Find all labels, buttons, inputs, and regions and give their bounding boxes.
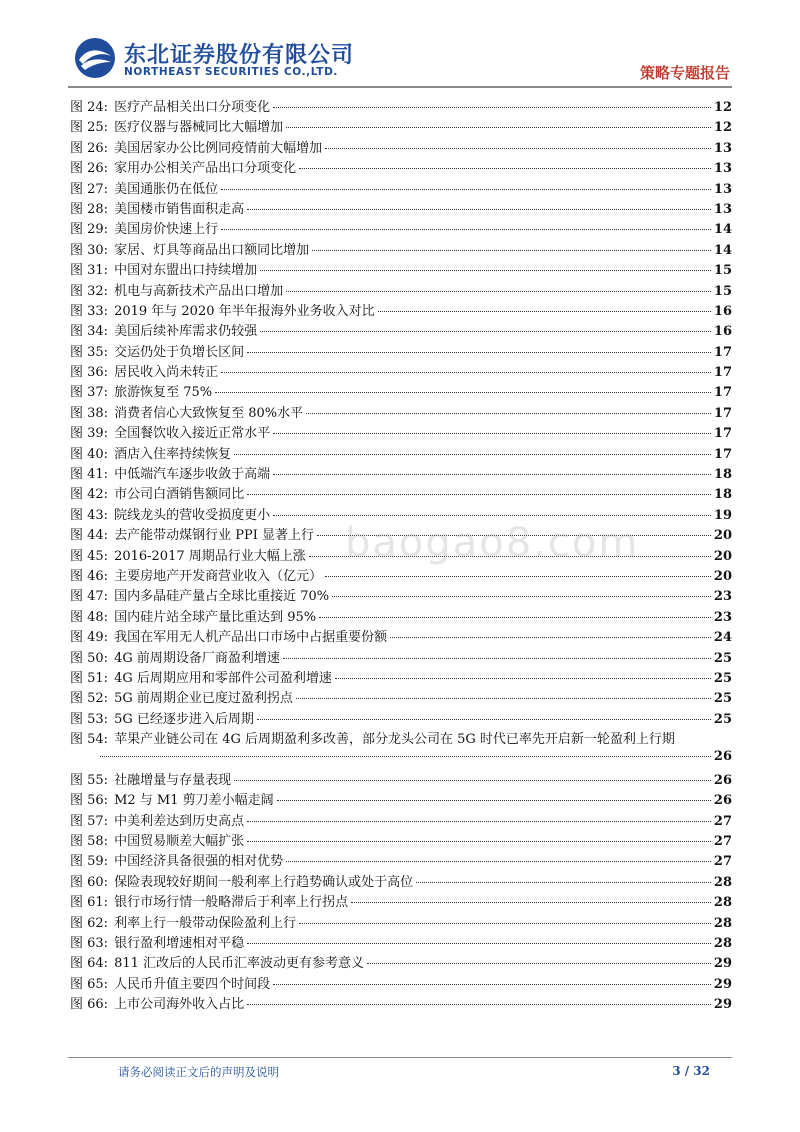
toc-figure-number: 图 53: bbox=[70, 711, 109, 727]
toc-entry[interactable] bbox=[70, 483, 732, 503]
toc-leader-dots bbox=[286, 127, 711, 128]
toc-figure-number: 图 48: bbox=[70, 609, 109, 625]
toc-page-number: 25 bbox=[713, 711, 732, 727]
toc-leader-dots bbox=[260, 270, 711, 271]
toc-figure-title: 我国在军用无人机产品出口市场中占据重要份额 bbox=[114, 630, 388, 646]
toc-page-number: 27 bbox=[713, 813, 732, 829]
toc-leader-dots bbox=[319, 617, 711, 618]
toc-figure-title: 全国餐饮收入接近正常水平 bbox=[114, 426, 271, 442]
toc-entry[interactable] bbox=[70, 361, 732, 381]
toc-leader-dots bbox=[221, 229, 711, 230]
toc-figure-number: 图 36: bbox=[70, 365, 109, 381]
toc-figure-title: 苹果产业链公司在 4G 后周期盈利多改善，部分龙头公司在 5G 时代已率先开启新一轮盈利上行期 bbox=[114, 732, 675, 748]
toc-page-number: 20 bbox=[713, 528, 732, 544]
toc-figure-number: 图 58: bbox=[70, 834, 109, 850]
toc-figure-title: 医疗仪器与器械同比大幅增加 bbox=[114, 120, 284, 136]
toc-figure-title: 4G 后周期应用和零部件公司盈利增速 bbox=[114, 670, 332, 686]
toc-entry[interactable] bbox=[70, 280, 732, 300]
toc-figure-title: 2016-2017 周期品行业大幅上涨 bbox=[114, 548, 306, 564]
toc-entry[interactable] bbox=[70, 565, 732, 585]
watermark: baogao8.com bbox=[345, 520, 640, 566]
toc-figure-number: 图 60: bbox=[70, 874, 109, 890]
toc-page-number: 17 bbox=[713, 385, 732, 401]
toc-page-number: 17 bbox=[713, 446, 732, 462]
toc-entry[interactable] bbox=[70, 585, 732, 605]
toc-leader-dots bbox=[273, 474, 711, 475]
toc-entry[interactable] bbox=[70, 157, 732, 177]
toc-entry[interactable] bbox=[70, 116, 732, 136]
toc-leader-dots bbox=[273, 107, 711, 108]
toc-leader-dots bbox=[247, 943, 711, 944]
toc-figure-number: 图 57: bbox=[70, 813, 109, 829]
toc-figure-title: 利率上行一般带动保险盈利上行 bbox=[114, 915, 297, 931]
toc-figure-title: 院线龙头的营收受损度更小 bbox=[114, 507, 271, 523]
toc-figure-title: 国内多晶硅产量占全球比重接近 70% bbox=[114, 589, 330, 605]
toc-figure-title: 旅游恢复至 75% bbox=[114, 385, 213, 401]
company-logo-icon bbox=[73, 36, 117, 80]
toc-figure-number: 图 42: bbox=[70, 487, 109, 503]
toc-page-number: 25 bbox=[713, 691, 732, 707]
toc-leader-dots bbox=[247, 494, 711, 495]
toc-page-number: 28 bbox=[713, 874, 732, 890]
toc-figure-number: 图 45: bbox=[70, 548, 109, 564]
toc-entry[interactable] bbox=[70, 178, 732, 198]
toc-figure-title: 2019 年与 2020 年半年报海外业务收入对比 bbox=[114, 303, 375, 319]
toc-entry[interactable] bbox=[70, 850, 732, 870]
toc-entry[interactable] bbox=[70, 137, 732, 157]
toc-leader-dots bbox=[234, 780, 711, 781]
toc-leader-dots bbox=[299, 923, 711, 924]
toc-figure-title: M2 与 M1 剪刀差小幅走阔 bbox=[114, 793, 274, 809]
toc-entry[interactable] bbox=[70, 728, 732, 748]
toc-page-number: 25 bbox=[713, 650, 732, 666]
toc-figure-title: 美国后续补库需求仍较强 bbox=[114, 324, 258, 340]
toc-page-number: 29 bbox=[713, 976, 732, 992]
toc-figure-number: 图 63: bbox=[70, 936, 109, 952]
toc-figure-title: 中低端汽车逐步收敛于高端 bbox=[114, 467, 271, 483]
toc-figure-number: 图 54: bbox=[70, 732, 109, 748]
company-name-cn: 东北证券股份有限公司 bbox=[124, 43, 355, 68]
toc-leader-dots bbox=[416, 882, 711, 883]
toc-page-number: 23 bbox=[713, 589, 732, 605]
toc-leader-dots bbox=[332, 596, 711, 597]
toc-page-number: 17 bbox=[713, 426, 732, 442]
toc-figure-title: 市公司白酒销售额同比 bbox=[114, 487, 245, 503]
toc-figure-title: 银行盈利增速相对平稳 bbox=[114, 936, 245, 952]
toc-figure-number: 图 56: bbox=[70, 793, 109, 809]
toc-entry[interactable] bbox=[70, 952, 732, 972]
toc-figure-title: 上市公司海外收入占比 bbox=[114, 997, 245, 1013]
toc-figure-number: 图 49: bbox=[70, 630, 109, 646]
toc-figure-title: 美国通胀仍在低位 bbox=[114, 181, 219, 197]
toc-figure-title: 中国经济具备很强的相对优势 bbox=[114, 854, 284, 870]
toc-leader-dots bbox=[306, 413, 711, 414]
toc-leader-dots bbox=[247, 209, 711, 210]
toc-entry[interactable] bbox=[70, 443, 732, 463]
toc-page-number: 18 bbox=[713, 467, 732, 483]
toc-page-number: 12 bbox=[713, 100, 732, 115]
toc-figure-number: 图 37: bbox=[70, 385, 109, 401]
toc-page-number: 29 bbox=[713, 956, 732, 972]
toc-page-number: 23 bbox=[713, 609, 732, 625]
toc-page-number: 19 bbox=[713, 507, 732, 523]
toc-figure-title: 居民收入尚未转正 bbox=[114, 365, 219, 381]
toc-entry[interactable] bbox=[70, 647, 732, 667]
toc-entry[interactable] bbox=[70, 993, 732, 1013]
toc-figure-title: 消费者信心大致恢复至 80%水平 bbox=[114, 405, 304, 421]
toc-page-number: 17 bbox=[713, 344, 732, 360]
header-divider bbox=[68, 86, 732, 88]
toc-leader-dots bbox=[247, 1004, 711, 1005]
toc-figure-number: 图 33: bbox=[70, 303, 109, 319]
toc-entry[interactable] bbox=[70, 912, 732, 932]
toc-figure-title: 中国贸易顺差大幅扩张 bbox=[114, 834, 245, 850]
toc-figure-number: 图 39: bbox=[70, 426, 109, 442]
toc-page-number: 25 bbox=[713, 670, 732, 686]
toc-figure-title: 国内硅片站全球产量比重达到 95% bbox=[114, 609, 317, 625]
toc-page-number: 28 bbox=[713, 895, 732, 911]
toc-entry[interactable] bbox=[70, 932, 732, 952]
toc-figure-title: 美国居家办公比例同疫情前大幅增加 bbox=[114, 140, 323, 156]
toc-page-number: 13 bbox=[713, 161, 732, 177]
toc-entry[interactable] bbox=[70, 381, 732, 401]
toc-figure-title: 中国对东盟出口持续增加 bbox=[114, 263, 258, 279]
toc-page-number: 24 bbox=[713, 630, 732, 646]
toc-figure-title: 保险表现较好期间一般利率上行趋势确认或处于高位 bbox=[114, 874, 414, 890]
toc-leader-dots bbox=[247, 841, 711, 842]
toc-figure-number: 图 47: bbox=[70, 589, 109, 605]
toc-page-number: 28 bbox=[713, 915, 732, 931]
toc-leader-dots bbox=[351, 902, 711, 903]
toc-figure-number: 图 40: bbox=[70, 446, 109, 462]
toc-entry[interactable] bbox=[70, 830, 732, 850]
toc-page-number: 14 bbox=[713, 222, 732, 238]
toc-figure-title: 医疗产品相关出口分项变化 bbox=[114, 100, 271, 115]
toc-figure-number: 图 31: bbox=[70, 263, 109, 279]
page-header bbox=[0, 0, 800, 90]
toc-page-number: 28 bbox=[713, 936, 732, 952]
toc-figure-number: 图 59: bbox=[70, 854, 109, 870]
footer-divider bbox=[68, 1057, 732, 1058]
toc-figure-number: 图 26: bbox=[70, 161, 109, 177]
toc-entry[interactable] bbox=[70, 606, 732, 626]
toc-figure-number: 图 51: bbox=[70, 670, 109, 686]
toc-figure-number: 图 61: bbox=[70, 895, 109, 911]
toc-leader-dots bbox=[260, 331, 711, 332]
toc-figure-number: 图 66: bbox=[70, 997, 109, 1013]
toc-page-number: 26 bbox=[713, 748, 732, 764]
toc-entry[interactable] bbox=[70, 239, 732, 259]
disclaimer-note: 请务必阅读正文后的声明及说明 bbox=[118, 1065, 279, 1079]
toc-entry[interactable] bbox=[70, 300, 732, 320]
toc-figure-title: 机电与高新技术产品出口增加 bbox=[114, 283, 284, 299]
toc-entry[interactable] bbox=[70, 871, 732, 891]
toc-leader-dots bbox=[283, 658, 711, 659]
toc-figure-title: 811 汇改后的人民币汇率波动更有参考意义 bbox=[114, 956, 365, 972]
company-name-en: NORTHEAST SECURITIES CO.,LTD. bbox=[124, 66, 338, 78]
toc-entry[interactable] bbox=[70, 259, 732, 279]
toc-page-number: 13 bbox=[713, 181, 732, 197]
toc-page-number: 27 bbox=[713, 854, 732, 870]
toc-figure-title: 银行市场行情一般略滞后于利率上行拐点 bbox=[114, 895, 349, 911]
toc-entry[interactable] bbox=[70, 402, 732, 422]
toc-entry[interactable] bbox=[70, 973, 732, 993]
toc-leader-dots bbox=[221, 189, 711, 190]
toc-leader-dots bbox=[215, 392, 711, 393]
toc-page-number: 20 bbox=[713, 548, 732, 564]
toc-leader-dots bbox=[247, 821, 711, 822]
toc-figure-title: 家居、灯具等商品出口额同比增加 bbox=[114, 242, 310, 258]
toc-entry[interactable] bbox=[70, 422, 732, 442]
toc-page-number: 13 bbox=[713, 201, 732, 217]
toc-leader-dots bbox=[234, 454, 711, 455]
toc-figure-title: 美国房价快速上行 bbox=[114, 222, 219, 238]
toc-page-number: 15 bbox=[713, 263, 732, 279]
toc-leader-dots bbox=[325, 148, 711, 149]
toc-figure-number: 图 35: bbox=[70, 344, 109, 360]
toc-entry[interactable] bbox=[70, 769, 732, 789]
toc-leader-dots bbox=[367, 963, 711, 964]
toc-entry[interactable] bbox=[70, 810, 732, 830]
toc-page-number: 12 bbox=[713, 120, 732, 136]
toc-page-number: 16 bbox=[713, 303, 732, 319]
toc-leader-dots bbox=[273, 433, 711, 434]
toc-figure-title: 4G 前周期设备厂商盈利增速 bbox=[114, 650, 280, 666]
toc-page-number: 16 bbox=[713, 324, 732, 340]
toc-figure-number: 图 24: bbox=[70, 100, 109, 115]
toc-figure-number: 图 52: bbox=[70, 691, 109, 707]
toc-entry[interactable] bbox=[70, 320, 732, 340]
toc-figure-title: 5G 前周期企业已度过盈利拐点 bbox=[114, 691, 293, 707]
toc-entry[interactable] bbox=[70, 708, 732, 728]
toc-figure-title: 5G 已经逐步进入后周期 bbox=[114, 711, 254, 727]
toc-figure-number: 图 29: bbox=[70, 222, 109, 238]
toc-entry-continuation bbox=[70, 749, 732, 769]
toc-entry[interactable] bbox=[70, 463, 732, 483]
toc-figure-number: 图 34: bbox=[70, 324, 109, 340]
toc-figure-title: 家用办公相关产品出口分项变化 bbox=[114, 161, 297, 177]
toc-leader-dots bbox=[312, 250, 711, 251]
toc-figure-number: 图 44: bbox=[70, 528, 109, 544]
toc-figure-number: 图 50: bbox=[70, 650, 109, 666]
toc-figure-number: 图 27: bbox=[70, 181, 109, 197]
toc-entry[interactable] bbox=[70, 198, 732, 218]
toc-page-number: 20 bbox=[713, 568, 732, 584]
toc-figure-number: 图 30: bbox=[70, 242, 109, 258]
toc-page-number: 26 bbox=[713, 793, 732, 809]
toc-leader-dots bbox=[286, 861, 711, 862]
toc-figure-number: 图 55: bbox=[70, 772, 109, 788]
toc-leader-dots bbox=[247, 352, 711, 353]
toc-figure-title: 去产能带动煤钢行业 PPI 显著上行 bbox=[114, 528, 314, 544]
toc-page-number: 17 bbox=[713, 405, 732, 421]
toc-figure-title: 酒店入住率持续恢复 bbox=[114, 446, 232, 462]
toc-figure-number: 图 28: bbox=[70, 201, 109, 217]
page-number: 3 / 32 bbox=[672, 1064, 710, 1078]
toc-figure-title: 主要房地产开发商营业收入（亿元） bbox=[114, 568, 323, 584]
toc-leader-dots bbox=[257, 719, 711, 720]
toc-leader-dots bbox=[277, 800, 711, 801]
toc-figure-title: 美国楼市销售面积走高 bbox=[114, 201, 245, 217]
toc-entry[interactable] bbox=[70, 789, 732, 809]
toc-figure-title: 社融增量与存量表现 bbox=[114, 772, 232, 788]
toc-entry[interactable] bbox=[70, 891, 732, 911]
toc-figure-number: 图 43: bbox=[70, 507, 109, 523]
toc-figure-title: 交运仍处于负增长区间 bbox=[114, 344, 245, 360]
toc-figure-number: 图 62: bbox=[70, 915, 109, 931]
toc-page-number: 14 bbox=[713, 242, 732, 258]
toc-leader-dots bbox=[273, 515, 711, 516]
toc-leader-dots bbox=[221, 372, 711, 373]
toc-entry[interactable] bbox=[70, 218, 732, 238]
toc-leader-dots bbox=[100, 756, 711, 757]
toc-page-number: 18 bbox=[713, 487, 732, 503]
toc-page-number: 27 bbox=[713, 834, 732, 850]
toc-leader-dots bbox=[390, 637, 711, 638]
toc-figure-title: 人民币升值主要四个时间段 bbox=[114, 976, 271, 992]
toc-page-number: 15 bbox=[713, 283, 732, 299]
toc-page-number: 13 bbox=[713, 140, 732, 156]
toc-leader-dots bbox=[378, 311, 711, 312]
toc-leader-dots bbox=[296, 698, 711, 699]
toc-leader-dots bbox=[335, 678, 711, 679]
toc-entry[interactable] bbox=[70, 96, 732, 116]
toc-page-number: 17 bbox=[713, 365, 732, 381]
toc-leader-dots bbox=[325, 576, 711, 577]
toc-leader-dots bbox=[273, 984, 711, 985]
toc-page-number: 26 bbox=[713, 772, 732, 788]
toc-entry[interactable] bbox=[70, 687, 732, 707]
toc-figure-number: 图 26: bbox=[70, 140, 109, 156]
toc-figure-number: 图 46: bbox=[70, 568, 109, 584]
toc-entry[interactable] bbox=[70, 667, 732, 687]
toc-figure-title: 中美利差达到历史高点 bbox=[114, 813, 245, 829]
toc-page-number: 29 bbox=[713, 997, 732, 1013]
toc-figure-number: 图 65: bbox=[70, 976, 109, 992]
toc-entry[interactable] bbox=[70, 341, 732, 361]
toc-figure-number: 图 41: bbox=[70, 467, 109, 483]
toc-leader-dots bbox=[299, 168, 711, 169]
report-type: 策略专题报告 bbox=[639, 64, 730, 82]
toc-entry[interactable] bbox=[70, 626, 732, 646]
toc-figure-number: 图 25: bbox=[70, 120, 109, 136]
toc-figure-number: 图 64: bbox=[70, 956, 109, 972]
toc-figure-number: 图 38: bbox=[70, 405, 109, 421]
toc-leader-dots bbox=[286, 291, 711, 292]
toc-figure-number: 图 32: bbox=[70, 283, 109, 299]
